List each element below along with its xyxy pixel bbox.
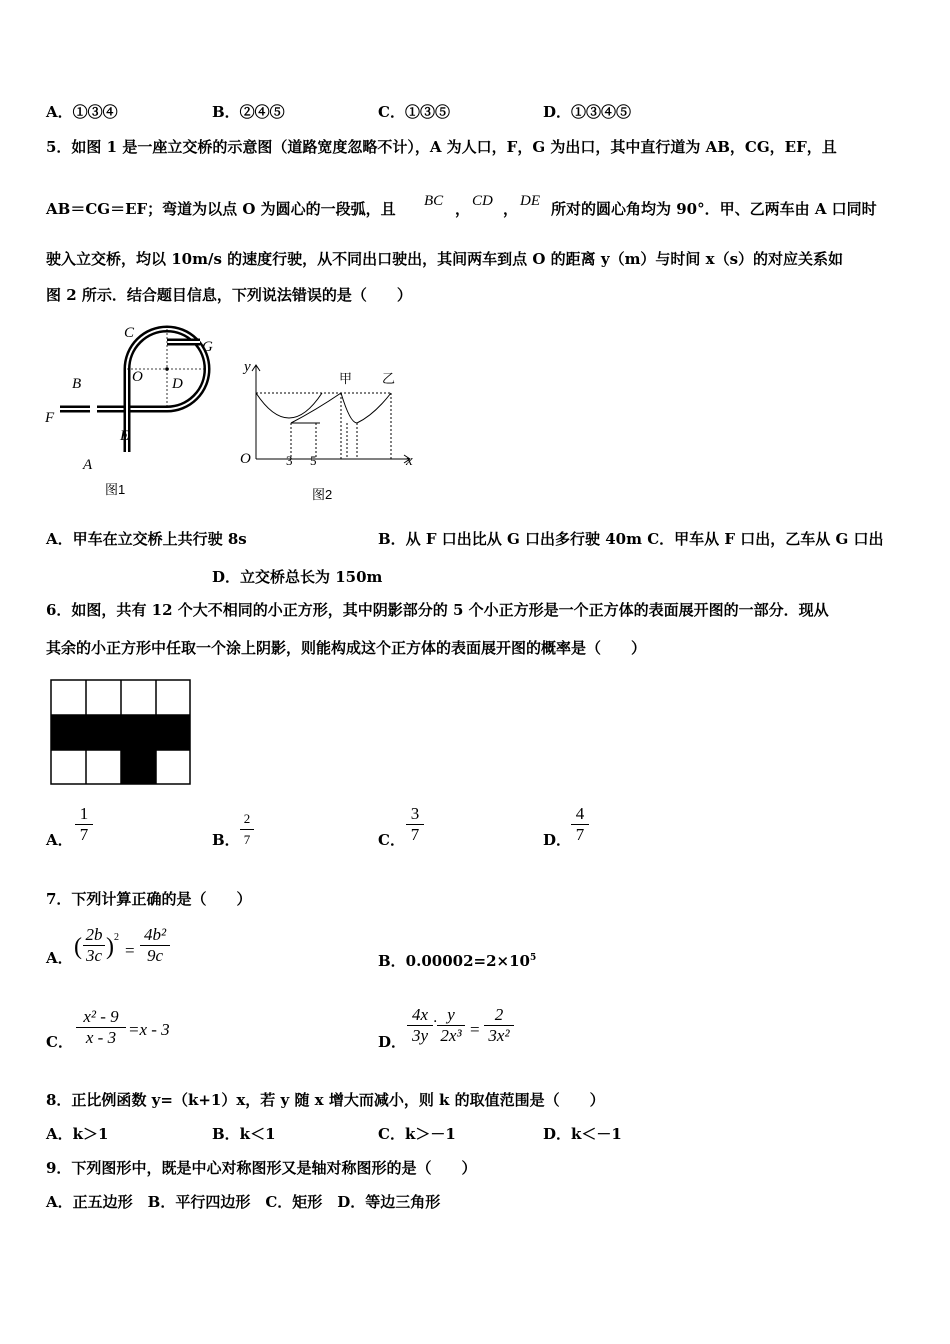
q5-comma-1: ， bbox=[455, 200, 471, 218]
q7-option-c-rhs: =x - 3 bbox=[128, 1020, 170, 1039]
fig1-label-d: D bbox=[172, 376, 183, 392]
q5-line-2a: AB＝CG＝EF；弯道为以点 O 为圆心的一段弧，且 bbox=[46, 200, 396, 218]
q6-option-c-fraction: 3 7 bbox=[406, 805, 424, 844]
q7-option-a-lhs: 2b 3c bbox=[83, 926, 105, 965]
q5-line-1: 5．如图 1 是一座立交桥的示意图（道路宽度忽略不计），A 为人口，F，G 为出口，其中直行道为 AB，CG，EF，且 bbox=[46, 138, 837, 156]
fig2-caption: 图2 bbox=[312, 487, 333, 502]
figure-1-interchange bbox=[40, 322, 230, 502]
q8-option-d: D．k＜－1 bbox=[543, 1125, 622, 1143]
q6-option-a-fraction: 1 7 bbox=[75, 805, 93, 844]
fig1-label-c: C bbox=[124, 325, 135, 341]
q4-option-b: B．②④⑤ bbox=[212, 103, 285, 121]
q6-square-grid bbox=[50, 679, 192, 785]
fig2-tick-5: 5 bbox=[310, 453, 317, 468]
q7-option-d-frac-3: 2 3x² bbox=[484, 1006, 514, 1045]
q8-stem: 8．正比例函数 y=（k+1）x，若 y 随 x 增大而减小，则 k 的取值范围是（ ） bbox=[46, 1091, 605, 1109]
fig2-axis-x: x bbox=[406, 453, 413, 469]
q5-comma-2: ， bbox=[503, 200, 519, 218]
q6-option-d-label: D． bbox=[543, 831, 572, 849]
q7-stem: 7．下列计算正确的是（ ） bbox=[46, 890, 252, 908]
q8-option-b: B．k＜1 bbox=[212, 1125, 276, 1143]
q6-option-a-label: A． bbox=[46, 831, 73, 849]
grid-shaded-cell bbox=[121, 750, 156, 784]
q4-option-a: A．①③④ bbox=[46, 103, 118, 121]
q6-option-b-fraction: 2 7 bbox=[240, 810, 254, 849]
q8-option-a: A．k＞1 bbox=[46, 1125, 109, 1143]
q7-option-d-frac-2: y 2x³ bbox=[437, 1006, 465, 1045]
fig2-origin: O bbox=[240, 451, 251, 467]
q7-option-a-rhs: 4b² 9c bbox=[140, 926, 170, 965]
q7-option-a-label: A． bbox=[46, 949, 73, 967]
q6-option-b-label: B． bbox=[212, 831, 240, 849]
q7d-equals: = bbox=[470, 1020, 480, 1039]
q6-line-1: 6．如图，共有 12 个大不相同的小正方形，其中阴影部分的 5 个小正方形是一个正方体的表面展开图的一部分．现从 bbox=[46, 601, 829, 619]
q7-option-d-frac-1: 4x 3y bbox=[407, 1006, 433, 1045]
fig2-axis-y: y bbox=[244, 359, 251, 375]
q5-option-a: A．甲车在立交桥上共行驶 8s bbox=[46, 530, 247, 548]
q6-line-2: 其余的小正方形中任取一个涂上阴影，则能构成这个正方体的表面展开图的概率是（ ） bbox=[46, 639, 647, 657]
q6-option-c-label: C． bbox=[378, 831, 405, 849]
q7d-dot: · bbox=[433, 1014, 438, 1030]
fig2-label-jia: 甲 bbox=[339, 371, 353, 386]
q7a-close-paren: ) bbox=[106, 934, 114, 960]
q9-options: A．正五边形 B．平行四边形 C．矩形 D．等边三角形 bbox=[46, 1193, 441, 1211]
q7a-equals: = bbox=[125, 941, 135, 960]
fig1-caption: 图1 bbox=[105, 482, 126, 497]
figure-2-distance-time-graph bbox=[232, 355, 422, 505]
q7a-exponent: 2 bbox=[114, 932, 119, 943]
q7-option-b: B．$0.00002=2\times 10^5$ bbox=[378, 952, 537, 970]
fig1-label-g: G bbox=[202, 339, 213, 355]
q5-arc-bc: BC bbox=[424, 193, 444, 209]
q7-option-d-label: D． bbox=[378, 1033, 407, 1051]
q5-option-d: D．立交桥总长为 150m bbox=[212, 568, 383, 586]
q5-line-3: 驶入立交桥，均以 10m/s 的速度行驶，从不同出口驶出，其间两车到点 O 的距离 y（m）与时间 x（s）的对应关系如 bbox=[46, 250, 844, 268]
fig1-label-b: B bbox=[72, 376, 82, 392]
q5-arc-de: DE bbox=[520, 193, 540, 209]
q5-line-4: 图 2 所示．结合题目信息，下列说法错误的是（ ） bbox=[46, 286, 412, 304]
fig2-label-yi: 乙 bbox=[382, 371, 396, 386]
q7-option-c-label: C． bbox=[46, 1033, 73, 1051]
q8-option-c: C．k＞－1 bbox=[378, 1125, 456, 1143]
q6-option-d-fraction: 4 7 bbox=[571, 805, 589, 844]
q7a-open-paren: ( bbox=[74, 934, 82, 960]
fig1-label-o: O bbox=[132, 369, 143, 385]
q5-option-bc: B．从 F 口出比从 G 口出多行驶 40m C．甲车从 F 口出，乙车从 G 口出 bbox=[378, 530, 884, 548]
fig1-label-e: E bbox=[120, 428, 130, 444]
q5-line-2b: 所对的圆心角均为 90°．甲、乙两车由 A 口同时 bbox=[551, 200, 877, 218]
q7-option-c-fraction: x² - 9 x - 3 bbox=[76, 1008, 126, 1047]
fig1-label-a: A bbox=[83, 457, 93, 473]
q4-option-c: C．①③⑤ bbox=[378, 103, 450, 121]
q5-arc-cd: CD bbox=[472, 193, 493, 209]
fig1-label-f: F bbox=[45, 410, 55, 426]
fig2-tick-3: 3 bbox=[286, 453, 293, 468]
q4-option-d: D．①③④⑤ bbox=[543, 103, 632, 121]
q9-stem: 9．下列图形中，既是中心对称图形又是轴对称图形的是（ ） bbox=[46, 1159, 477, 1177]
